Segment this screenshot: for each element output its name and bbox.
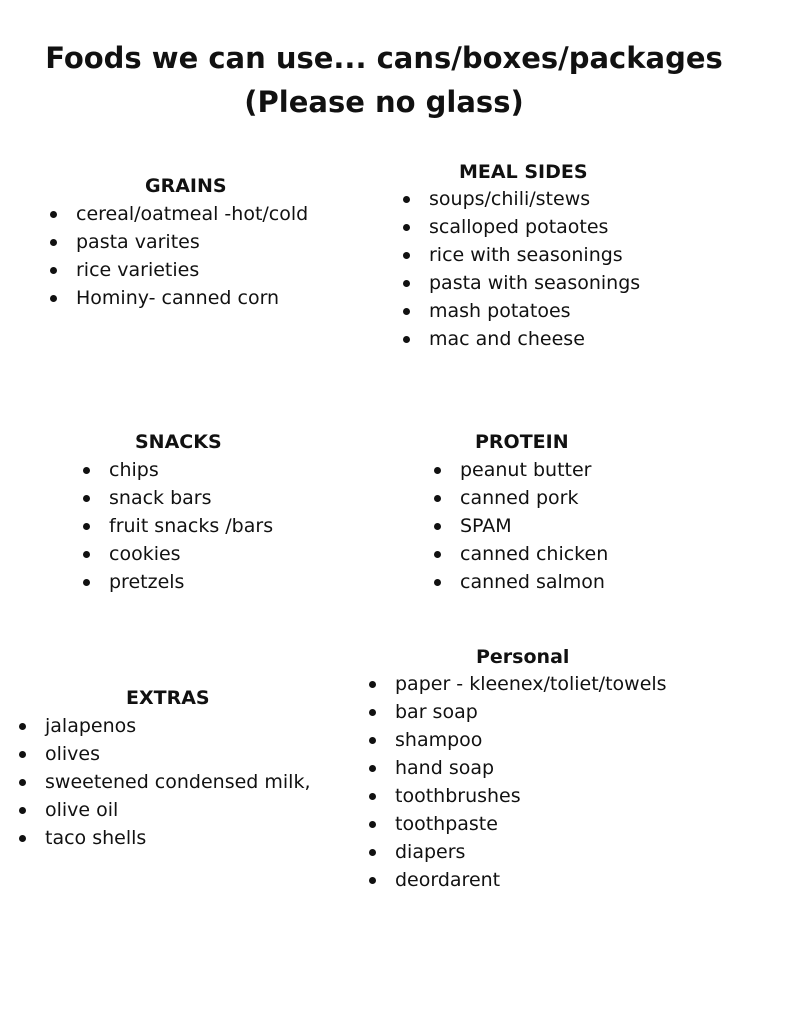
meal-sides-heading: MEAL SIDES (459, 161, 588, 183)
list-item (17, 740, 311, 768)
list-item-label: cookies (109, 543, 181, 565)
extras-list (17, 712, 311, 852)
bullet-icon (403, 252, 410, 259)
list-item (432, 568, 608, 596)
list-item-label: sweetened condensed milk, (45, 771, 311, 793)
list-item (17, 824, 311, 852)
bullet-icon (403, 308, 410, 315)
bullet-icon (369, 709, 376, 716)
list-item-label: fruit snacks /bars (109, 515, 274, 537)
bullet-icon (19, 723, 26, 730)
personal-heading: Personal (476, 646, 570, 668)
bullet-icon (434, 579, 441, 586)
list-item-label: paper - kleenex/toliet/towels (395, 673, 667, 695)
list-item (48, 228, 308, 256)
bullet-icon (403, 196, 410, 203)
bullet-icon (50, 211, 57, 218)
list-item-label: mac and cheese (429, 328, 585, 350)
list-item (367, 866, 667, 894)
list-item (367, 754, 667, 782)
list-item (81, 456, 273, 484)
bullet-icon (369, 877, 376, 884)
bullet-icon (83, 467, 90, 474)
list-item (367, 810, 667, 838)
list-item-label: mash potatoes (429, 300, 571, 322)
bullet-icon (434, 551, 441, 558)
bullet-icon (50, 267, 57, 274)
list-item (401, 269, 640, 297)
list-item-label: chips (109, 459, 159, 481)
list-item (401, 325, 640, 353)
list-item (367, 782, 667, 810)
bullet-icon (369, 849, 376, 856)
list-item (17, 768, 311, 796)
list-item-label: toothpaste (395, 813, 498, 835)
bullet-icon (434, 495, 441, 502)
list-item-label: snack bars (109, 487, 212, 509)
list-item (432, 540, 608, 568)
list-item (401, 213, 640, 241)
bullet-icon (369, 821, 376, 828)
list-item-label: canned salmon (460, 571, 605, 593)
list-item-label: pasta with seasonings (429, 272, 641, 294)
list-item-label: Hominy- canned corn (76, 287, 280, 309)
list-item (401, 185, 640, 213)
page-subtitle: (Please no glass) (244, 85, 524, 119)
bullet-icon (434, 523, 441, 530)
list-item-label: toothbrushes (395, 785, 521, 807)
protein-list (432, 456, 608, 596)
list-item (401, 241, 640, 269)
bullet-icon (83, 495, 90, 502)
meal-sides-list (401, 185, 640, 353)
bullet-icon (83, 523, 90, 530)
list-item-label: pretzels (109, 571, 185, 593)
list-item-label: jalapenos (45, 715, 137, 737)
bullet-icon (369, 681, 376, 688)
list-item-label: cereal/oatmeal -hot/cold (76, 203, 309, 225)
snacks-list (81, 456, 273, 596)
list-item-label: peanut butter (460, 459, 592, 481)
bullet-icon (19, 835, 26, 842)
snacks-heading: SNACKS (135, 431, 222, 453)
list-item (367, 726, 667, 754)
list-item (81, 540, 273, 568)
bullet-icon (50, 239, 57, 246)
list-item (432, 456, 608, 484)
bullet-icon (369, 737, 376, 744)
bullet-icon (83, 551, 90, 558)
list-item-label: scalloped potaotes (429, 216, 609, 238)
list-item (432, 484, 608, 512)
bullet-icon (19, 751, 26, 758)
extras-heading: EXTRAS (126, 687, 210, 709)
bullet-icon (434, 467, 441, 474)
personal-list (367, 670, 667, 894)
bullet-icon (369, 765, 376, 772)
list-item-label: deordarent (395, 869, 501, 891)
list-item (367, 670, 667, 698)
list-item-label: bar soap (395, 701, 478, 723)
list-item-label: olive oil (45, 799, 119, 821)
protein-heading: PROTEIN (475, 431, 569, 453)
grains-heading: GRAINS (145, 175, 227, 197)
list-item-label: SPAM (460, 515, 512, 537)
grains-list (48, 200, 308, 312)
list-item (48, 256, 308, 284)
bullet-icon (403, 224, 410, 231)
list-item (401, 297, 640, 325)
list-item (81, 568, 273, 596)
list-item-label: taco shells (45, 827, 147, 849)
bullet-icon (403, 336, 410, 343)
list-item-label: canned pork (460, 487, 579, 509)
list-item-label: rice varieties (76, 259, 200, 281)
list-item-label: hand soap (395, 757, 495, 779)
bullet-icon (19, 779, 26, 786)
list-item (17, 712, 311, 740)
list-item (17, 796, 311, 824)
bullet-icon (369, 793, 376, 800)
list-item-label: diapers (395, 841, 466, 863)
list-item-label: shampoo (395, 729, 483, 751)
list-item-label: soups/chili/stews (429, 188, 591, 210)
list-item (432, 512, 608, 540)
list-item (81, 484, 273, 512)
list-item (48, 284, 308, 312)
bullet-icon (19, 807, 26, 814)
page-title: Foods we can use... cans/boxes/packages (45, 41, 723, 75)
list-item (367, 698, 667, 726)
list-item (367, 838, 667, 866)
list-item (81, 512, 273, 540)
list-item-label: pasta varites (76, 231, 200, 253)
list-item-label: rice with seasonings (429, 244, 623, 266)
bullet-icon (83, 579, 90, 586)
list-item (48, 200, 308, 228)
list-item-label: olives (45, 743, 101, 765)
list-item-label: canned chicken (460, 543, 609, 565)
bullet-icon (403, 280, 410, 287)
bullet-icon (50, 295, 57, 302)
